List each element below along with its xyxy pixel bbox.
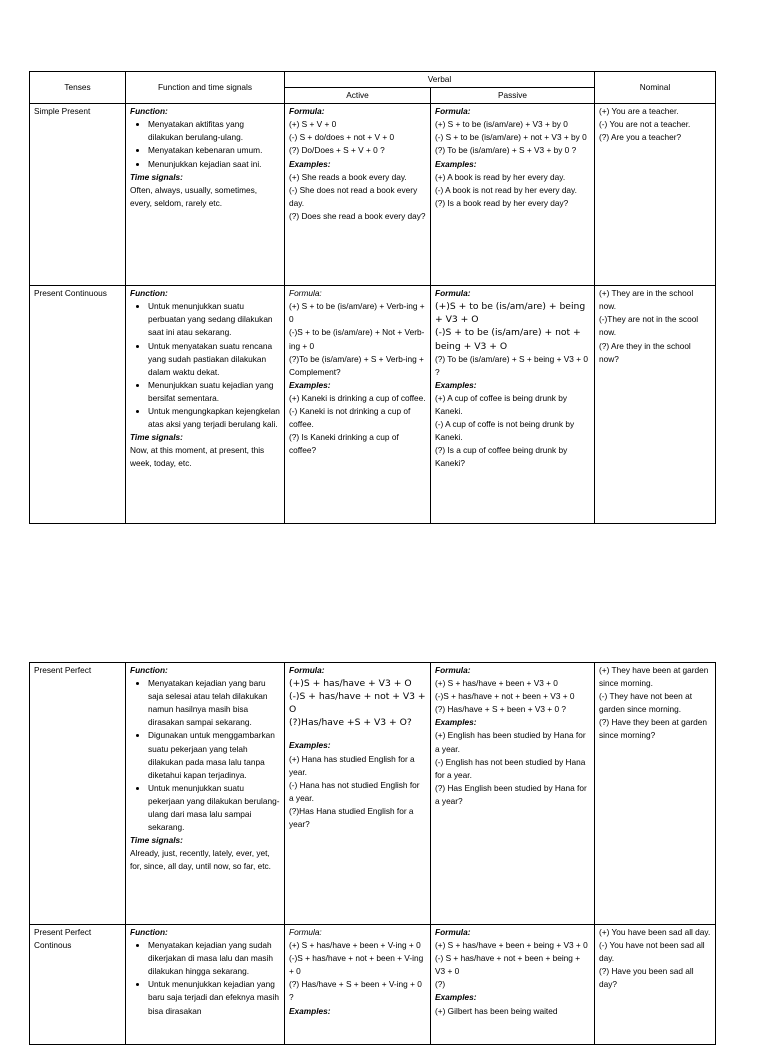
formula-line: (-)S + to be (is/am/are) + Not + Verb-ing + 0 xyxy=(289,327,425,351)
formula-label: Formula: xyxy=(435,665,471,675)
formula-line: (-)S + has/have + not + V3 + O xyxy=(289,691,426,716)
formula-line: (+) S + to be (is/am/are) + V3 + by 0 xyxy=(435,119,568,130)
example-line: (-) Hana has not studied English for a year. xyxy=(289,779,420,803)
function-cell xyxy=(126,286,285,524)
header-passive: Passive xyxy=(431,88,595,104)
function-cell xyxy=(126,104,285,286)
formula-label: Formula: xyxy=(435,927,471,937)
nominal-line: (+) They are in the school now. xyxy=(599,288,694,312)
function-cell xyxy=(126,663,285,925)
example-line: (+) A book is read by her every day. xyxy=(435,171,566,182)
example-line: (-) A book is not read by her every day. xyxy=(435,184,577,195)
nominal-line: (?) Have you been sad all day? xyxy=(599,966,694,990)
table-row xyxy=(30,663,716,925)
function-label: Function: xyxy=(130,927,168,937)
nominal-cell xyxy=(595,663,716,925)
passive-cell xyxy=(431,286,595,524)
example-line: (-) Kaneki is not drinking a cup of coffee. xyxy=(289,406,411,430)
formula-line: (?) xyxy=(435,979,446,990)
nominal-line: (+) They have been at garden since morning. xyxy=(599,665,709,689)
formula-label: Formula: xyxy=(435,106,471,117)
function-cell xyxy=(126,925,285,1045)
tense-name: Present Perfect Continous xyxy=(30,925,126,1045)
formula-line: (-)S + has/have + not + been + V3 + 0 xyxy=(435,691,575,702)
examples-label: Examples: xyxy=(289,158,331,169)
example-line: (-) She does not read a book every day. xyxy=(289,184,418,208)
active-cell xyxy=(285,925,431,1045)
function-item: • Untuk mengungkapkan kejengkelan atas aksi yang terjadi berulang kali. xyxy=(148,405,280,431)
passive-cell xyxy=(431,663,595,925)
signals-label: Time signals: xyxy=(130,835,183,846)
signals-text: Now, at this moment, at present, this week, today, etc. xyxy=(130,445,265,469)
example-line: (?) Does she read a book every day? xyxy=(289,210,426,221)
example-line: (?) Is a book read by her every day? xyxy=(435,197,569,208)
function-item: • Untuk menunjukkan suatu pekerjaan yang dilakukan berulang-ulang dari masa lalu sampai sekarang. xyxy=(148,782,280,834)
examples-label: Examples: xyxy=(289,1005,331,1016)
function-item: • Untuk menunjukkan kejadian yang baru saja terjadi dan efeknya masih bisa dirasakan xyxy=(148,978,280,1017)
formula-line: (+) S + has/have + been + V3 + 0 xyxy=(435,678,558,689)
example-line: (?) Is a cup of coffee being drunk by Kaneki? xyxy=(435,445,568,469)
formula-line: (+)S + has/have + V3 + O xyxy=(289,678,412,690)
formula-line: (-)S + to be (is/am/are) + not + being + V3 + O xyxy=(435,327,581,352)
formula-line: (+)S + to be (is/am/are) + being + V3 + O xyxy=(435,301,586,326)
formula-line: (?) Has/have + S + been + V3 + 0 ? xyxy=(435,704,566,715)
header-nominal: Nominal xyxy=(595,72,716,104)
formula-label: Formula: xyxy=(435,288,471,299)
formula-line: (+) S + to be (is/am/are) + Verb-ing + 0 xyxy=(289,301,425,325)
active-cell xyxy=(285,286,431,524)
formula-label: Formula: xyxy=(289,288,322,299)
tense-name: Simple Present xyxy=(30,104,126,286)
example-line: (+) Hana has studied English for a year. xyxy=(289,753,415,777)
active-cell xyxy=(285,104,431,286)
nominal-line: (-) They have not been at garden since morning. xyxy=(599,691,693,715)
nominal-line: (+) You have been sad all day. xyxy=(599,927,711,937)
example-line: (+) She reads a book every day. xyxy=(289,171,407,182)
nominal-line: (?) Are you a teacher? xyxy=(599,132,682,143)
formula-line: (?) To be (is/am/are) + S + being + V3 + 0 ? xyxy=(435,353,588,377)
nominal-line: (-) You have not been sad all day. xyxy=(599,940,705,964)
formula-line: (?) To be (is/am/are) + S + V3 + by 0 ? xyxy=(435,145,577,156)
example-line: (?)Has Hana studied English for a year? xyxy=(289,805,414,830)
function-label: Function: xyxy=(130,288,168,299)
function-item: • Menunjukkan kejadian saat ini. xyxy=(148,158,280,171)
tense-name: Present Perfect xyxy=(30,663,126,925)
nominal-line: (?) Are they in the school now? xyxy=(599,340,691,364)
nominal-cell xyxy=(595,286,716,524)
example-line: (-) A cup of coffe is not being drunk by Kaneki. xyxy=(435,419,575,443)
header-function: Function and time signals xyxy=(126,72,285,104)
formula-line: (?)To be (is/am/are) + S + Verb-ing + Complement? xyxy=(289,353,424,377)
function-item: • Untuk menunjukkan suatu perbuatan yang sedang dilakukan saat ini atau sekarang. xyxy=(148,300,280,339)
function-item: • Menyatakan aktifitas yang dilakukan berulang-ulang. xyxy=(148,118,280,144)
formula-line: (?) Do/Does + S + V + 0 ? xyxy=(289,145,385,156)
examples-label: Examples: xyxy=(435,717,477,728)
example-line: (+) Gilbert has been being waited xyxy=(435,1005,558,1016)
formula-label: Formula: xyxy=(289,927,322,937)
tenses-table-top xyxy=(29,71,716,524)
example-line: (?) Is Kaneki drinking a cup of coffee? xyxy=(289,432,399,456)
function-item: • Menyatakan kebenaran umum. xyxy=(148,144,280,157)
formula-line: (?) Has/have + S + been + V-ing + 0 ? xyxy=(289,979,422,1003)
example-line: (+) English has been studied by Hana for a year. xyxy=(435,730,586,754)
example-line: (+) Kaneki is drinking a cup of coffee. xyxy=(289,392,426,403)
formula-line: (-) S + has/have + not + been + being + V3 + 0 xyxy=(435,953,581,977)
examples-label: Examples: xyxy=(435,992,477,1003)
formula-line: (-) S + do/does + not + V + 0 xyxy=(289,132,395,143)
examples-label: Examples: xyxy=(435,158,477,169)
formula-line: (?)Has/have +S + V3 + O? xyxy=(289,717,412,729)
header-active: Active xyxy=(285,88,431,104)
table-row xyxy=(30,286,716,524)
nominal-line: (-)They are not in the scool now. xyxy=(599,314,699,338)
formula-line: (-) S + to be (is/am/are) + not + V3 + by 0 xyxy=(435,132,587,143)
function-item: • Menunjukkan suatu kejadian yang bersifat sementara. xyxy=(148,379,280,405)
passive-cell xyxy=(431,925,595,1045)
nominal-line: (-) You are not a teacher. xyxy=(599,119,691,130)
formula-line: (+) S + has/have + been + being + V3 + 0 xyxy=(435,940,588,951)
nominal-cell xyxy=(595,104,716,286)
table-row xyxy=(30,925,716,1045)
function-item: • Menyatakan kejadian yang sudah dikerjakan di masa lalu dan masih dilakukan hingga sekarang. xyxy=(148,939,280,978)
function-item: • Digunakan untuk menggambarkan suatu pekerjaan yang telah dilakukan pada masa lalu tanpa diketahui kapan terjadinya. xyxy=(148,729,280,781)
passive-cell xyxy=(431,104,595,286)
example-line: (?) Has English been studied by Hana for a year? xyxy=(435,782,587,806)
examples-label: Examples: xyxy=(289,379,331,390)
signals-label: Time signals: xyxy=(130,432,183,443)
table-row xyxy=(30,104,716,286)
function-item: • Untuk menyatakan suatu rencana yang sudah pastiakan dilakukan dalam waktu dekat. xyxy=(148,340,280,379)
active-cell xyxy=(285,663,431,925)
formula-line: (-)S + has/have + not + been + V-ing + 0 xyxy=(289,953,424,977)
function-label: Function: xyxy=(130,106,168,117)
formula-label: Formula: xyxy=(289,665,325,675)
formula-line: (+) S + has/have + been + V-ing + 0 xyxy=(289,940,421,951)
tenses-table-bottom xyxy=(29,662,716,1045)
function-label: Function: xyxy=(130,665,168,675)
header-tenses: Tenses xyxy=(30,72,126,104)
examples-label: Examples: xyxy=(435,379,477,390)
function-item: • Menyatakan kejadian yang baru saja selesai atau telah dilakukan namun hasilnya masih bisa dirasakan sampai sekarang. xyxy=(148,677,280,729)
example-line: (-) English has not been studied by Hana for a year. xyxy=(435,756,586,780)
nominal-cell xyxy=(595,925,716,1045)
formula-line: (+) S + V + 0 xyxy=(289,119,337,130)
tense-name: Present Continuous xyxy=(30,286,126,524)
header-verbal: Verbal xyxy=(285,72,595,88)
nominal-line: (?) Have they been at garden since morning? xyxy=(599,717,707,741)
signals-text: Already, just, recently, lately, ever, yet, for, since, all day, until now, so far, etc. xyxy=(130,848,271,872)
spacer xyxy=(289,729,426,739)
signals-text: Often, always, usually, sometimes, every, seldom, rarely etc. xyxy=(130,184,258,208)
formula-label: Formula: xyxy=(289,106,325,117)
signals-label: Time signals: xyxy=(130,171,183,182)
nominal-line: (+) You are a teacher. xyxy=(599,106,679,117)
example-line: (+) A cup of coffee is being drunk by Kaneki. xyxy=(435,392,567,417)
examples-label: Examples: xyxy=(289,740,331,751)
